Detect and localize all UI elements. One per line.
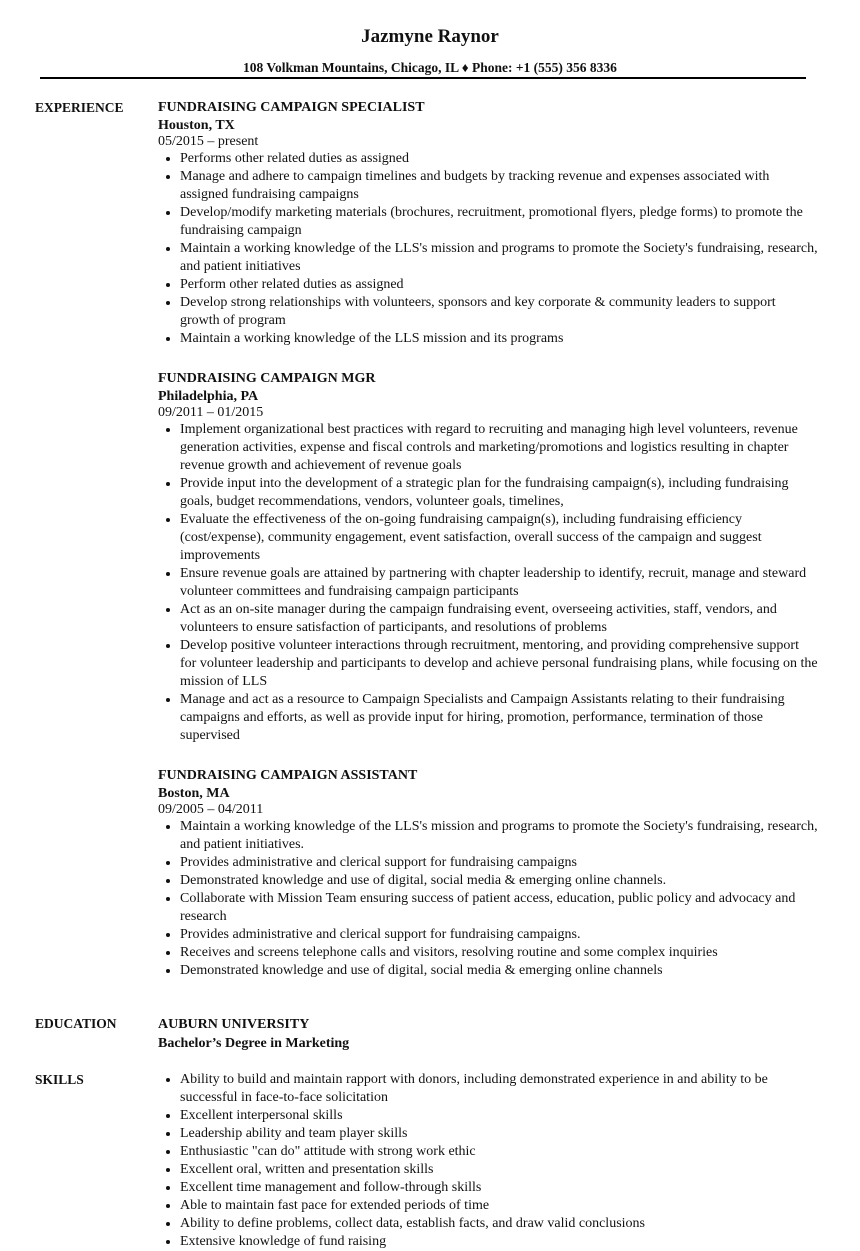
job-dates: 05/2015 – present [158,134,259,149]
list-item: • Perform other related duties as assigned [180,276,818,294]
list-item: • Provides administrative and clerical support for fundraising campaigns. [180,926,818,944]
list-item: • Manage and adhere to campaign timelines and budgets by tracking revenue and expenses associated with assigned fundraising campaigns [180,168,818,204]
resume-header [0,0,860,76]
list-item: • Develop strong relationships with volunteers, sponsors and key corporate & community leaders to support growth of program [180,294,818,330]
list-item: • Provide input into the development of a strategic plan for the fundraising campaign(s), including fundraising goals, budget recommendations, vendors, volunteer goals, timelines, [180,475,818,511]
skill-item: • Leadership ability and team player skills [180,1125,818,1143]
skill-item: • Ability to define problems, collect data, establish facts, and draw valid conclusions [180,1215,818,1233]
list-item: • Maintain a working knowledge of the LLS mission and its programs [180,330,818,348]
job-dates: 09/2005 – 04/2011 [158,802,264,817]
section-label-skills: SKILLS [35,1072,84,1087]
skill-item: • Enthusiastic "can do" attitude with strong work ethic [180,1143,818,1161]
list-item: • Performs other related duties as assigned [180,150,818,168]
list-item: • Maintain a working knowledge of the LLS's mission and programs to promote the Society's fundraising, research, and patient initiatives [180,240,818,276]
job-duties-list [158,818,818,980]
skill-item: • Able to maintain fast pace for extended periods of time [180,1197,818,1215]
section-label-education: EDUCATION [35,1016,117,1031]
skill-item: • Excellent time management and follow-through skills [180,1179,818,1197]
job-location: Houston, TX [158,118,235,133]
list-item: • Demonstrated knowledge and use of digital, social media & emerging online channels [180,962,818,980]
list-item: • Demonstrated knowledge and use of digital, social media & emerging online channels. [180,872,818,890]
job-entry [158,99,818,348]
list-item: • Develop positive volunteer interactions through recruitment, mentoring, and providing comprehensive support for volunteer leadership and participants to develop and achieve personal fundraising plans, while focusing on the mission of LLS [180,637,818,691]
job-entry [158,370,818,745]
job-title: FUNDRAISING CAMPAIGN MGR [158,371,376,386]
education-degree: Bachelor’s Degree in Marketing [158,1036,350,1051]
skill-item: • Ability to build and maintain rapport with donors, including demonstrated experience in and ability to be successful in face-to-face solicitation [180,1071,818,1107]
job-title: FUNDRAISING CAMPAIGN SPECIALIST [158,100,425,115]
education-body [158,1015,818,1053]
list-item: • Act as an on-site manager during the campaign fundraising event, overseeing activities, staff, vendors, and volunteers to ensure satisfaction of participants, and resolutions of problems [180,601,818,637]
list-item: • Manage and act as a resource to Campaign Specialists and Campaign Assistants relating to their fundraising campaigns and efforts, as well as provide input for hiring, promotion, performance, termination of those supervised [180,691,818,745]
header-divider [40,77,806,79]
job-title: FUNDRAISING CAMPAIGN ASSISTANT [158,768,418,783]
job-location: Philadelphia, PA [158,389,259,404]
list-item: • Collaborate with Mission Team ensuring success of patient access, education, public policy and advocacy and research [180,890,818,926]
job-dates: 09/2011 – 01/2015 [158,405,264,420]
list-item: • Implement organizational best practices with regard to recruiting and managing high level volunteers, revenue generation activities, expense and fiscal controls and marketing/promotions and logistics resulting in chapter revenue growth and achievement of revenue goals [180,421,818,475]
list-item: • Maintain a working knowledge of the LLS's mission and programs to promote the Society's fundraising, research, and patient initiatives. [180,818,818,854]
skills-body [158,1071,818,1251]
list-item: • Provides administrative and clerical support for fundraising campaigns [180,854,818,872]
job-duties-list [158,421,818,745]
education-school: AUBURN UNIVERSITY [158,1017,310,1032]
experience-body [158,99,818,980]
list-item: • Ensure revenue goals are attained by partnering with chapter leadership to identify, recruit, manage and steward volunteer committees and fundraising campaign participants [180,565,818,601]
skills-list [158,1071,818,1251]
section-label-experience: EXPERIENCE [35,100,124,115]
job-duties-list [158,150,818,348]
list-item: • Receives and screens telephone calls and visitors, resolving routine and some complex inquiries [180,944,818,962]
list-item: • Evaluate the effectiveness of the on-going fundraising campaign(s), including fundraising efficiency (cost/expense), community engagement, event satisfaction, overall success of the campaign and suggest improvements [180,511,818,565]
skill-item: • Extensive knowledge of fund raising [180,1233,818,1251]
skill-item: • Excellent oral, written and presentation skills [180,1161,818,1179]
list-item: • Develop/modify marketing materials (brochures, recruitment, promotional flyers, pledge forms) to promote the fundraising campaign [180,204,818,240]
contact-line: 108 Volkman Mountains, Chicago, IL ♦ Phone: +1 (555) 356 8336 [243,60,617,75]
job-location: Boston, MA [158,786,230,801]
skill-item: • Excellent interpersonal skills [180,1107,818,1125]
job-entry [158,767,818,980]
candidate-name: Jazmyne Raynor [361,26,499,47]
